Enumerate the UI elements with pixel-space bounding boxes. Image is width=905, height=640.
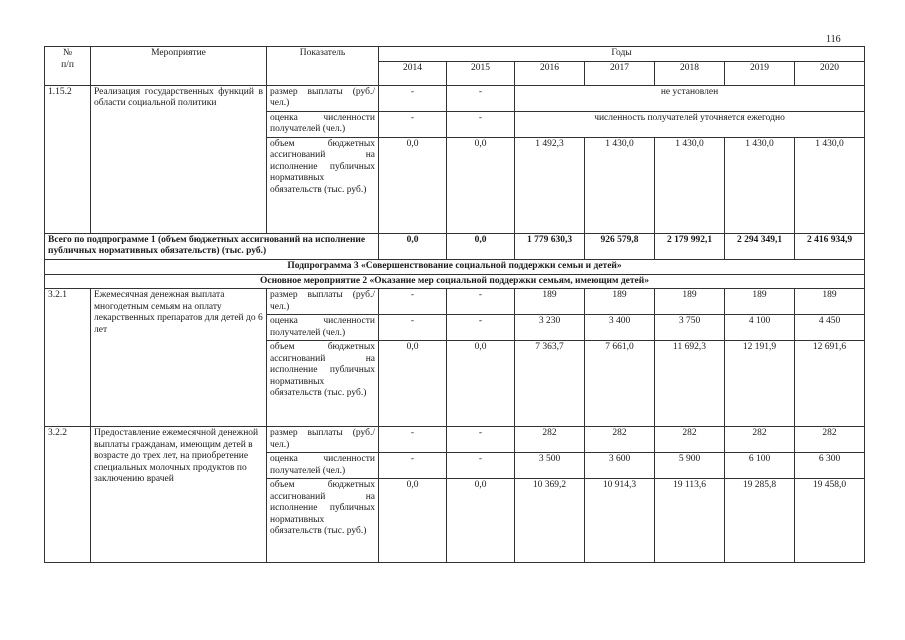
indicator-name: объем бюджетных ассигнований на исполнение публичных нормативных обязательств (тыс. руб.) [267, 479, 379, 563]
value-cell: 11 692,3 [655, 341, 725, 427]
header-year: 2015 [447, 61, 515, 85]
indicator-name: объем бюджетных ассигнований на исполнение публичных нормативных обязательств (тыс. руб.) [267, 137, 379, 233]
value-cell: 1 492,3 [515, 137, 585, 233]
value-cell: - [447, 289, 515, 315]
value-cell: - [447, 453, 515, 479]
value-cell: 1 430,0 [725, 137, 795, 233]
main-event-title: Основное мероприятие 2 «Оказание мер социальной поддержки семьям, имеющим детей» [45, 274, 865, 289]
subprogram-title: Подпрограмма 3 «Совершенствование социальной поддержки семьи и детей» [45, 259, 865, 274]
header-indicator: Показатель [267, 47, 379, 86]
value-cell: 19 458,0 [795, 479, 865, 563]
event-name: Предоставление ежемесячной денежной выплаты гражданам, имеющим детей в возрасте до трех лет, на приобретение специальных молочных продуктов по заключению врачей [91, 427, 267, 563]
indicator-name: оценка численности получателей (чел.) [267, 315, 379, 341]
indicator-name: размер выплаты (руб./ чел.) [267, 85, 379, 111]
total-value: 0,0 [379, 233, 447, 259]
value-cell: 4 100 [725, 315, 795, 341]
total-value: 2 294 349,1 [725, 233, 795, 259]
value-cell: - [379, 111, 447, 137]
value-cell: 3 600 [585, 453, 655, 479]
value-cell: 7 661,0 [585, 341, 655, 427]
header-year: 2014 [379, 61, 447, 85]
value-cell: 189 [725, 289, 795, 315]
value-cell: 0,0 [379, 137, 447, 233]
value-cell: - [447, 85, 515, 111]
total-value: 1 779 630,3 [515, 233, 585, 259]
value-cell: 282 [725, 427, 795, 453]
value-cell: - [379, 427, 447, 453]
value-cell: 19 113,6 [655, 479, 725, 563]
header-event: Мероприятие [91, 47, 267, 86]
value-cell: - [379, 453, 447, 479]
value-cell: 0,0 [379, 341, 447, 427]
value-cell: - [447, 111, 515, 137]
header-year: 2019 [725, 61, 795, 85]
value-cell: 0,0 [379, 479, 447, 563]
header-year: 2016 [515, 61, 585, 85]
value-cell: 5 900 [655, 453, 725, 479]
value-cell: 10 369,2 [515, 479, 585, 563]
value-cell: 1 430,0 [655, 137, 725, 233]
value-cell: 189 [515, 289, 585, 315]
value-cell: - [379, 315, 447, 341]
row-number: 3.2.1 [45, 289, 91, 427]
data-table [44, 46, 865, 563]
value-cell: 282 [795, 427, 865, 453]
value-cell: 3 500 [515, 453, 585, 479]
value-cell: 4 450 [795, 315, 865, 341]
event-name: Реализация государственных функций в области социальной политики [91, 85, 267, 233]
value-cell: 0,0 [447, 137, 515, 233]
total-value: 2 416 934,9 [795, 233, 865, 259]
value-cell: 12 191,9 [725, 341, 795, 427]
indicator-name: оценка численности получателей (чел.) [267, 111, 379, 137]
row-number: 1.15.2 [45, 85, 91, 233]
total-label: Всего по подпрограмме 1 (объем бюджетных ассигнований на исполнение публичных нормативных обязательств) (тыс. руб.) [45, 233, 379, 259]
value-cell: 189 [795, 289, 865, 315]
header-no: № п/п [45, 47, 91, 86]
value-cell: 1 430,0 [585, 137, 655, 233]
value-cell: - [379, 85, 447, 111]
value-cell: - [447, 427, 515, 453]
header-year: 2020 [795, 61, 865, 85]
value-cell: 282 [585, 427, 655, 453]
total-value: 2 179 992,1 [655, 233, 725, 259]
value-cell: 3 400 [585, 315, 655, 341]
total-value: 0,0 [447, 233, 515, 259]
value-cell: 0,0 [447, 479, 515, 563]
value-cell: 6 100 [725, 453, 795, 479]
value-cell: 282 [515, 427, 585, 453]
indicator-name: объем бюджетных ассигнований на исполнение публичных нормативных обязательств (тыс. руб.) [267, 341, 379, 427]
indicator-name: размер выплаты (руб./ чел.) [267, 289, 379, 315]
value-cell: - [379, 289, 447, 315]
value-cell: 0,0 [447, 341, 515, 427]
page-number: 116 [826, 34, 841, 45]
value-cell: 19 285,8 [725, 479, 795, 563]
header-year: 2018 [655, 61, 725, 85]
merged-note: не установлен [515, 85, 865, 111]
value-cell: - [447, 315, 515, 341]
value-cell: 6 300 [795, 453, 865, 479]
header-year: 2017 [585, 61, 655, 85]
value-cell: 3 230 [515, 315, 585, 341]
value-cell: 12 691,6 [795, 341, 865, 427]
value-cell: 189 [655, 289, 725, 315]
merged-note: численность получателей уточняется ежегодно [515, 111, 865, 137]
indicator-name: размер выплаты (руб./ чел.) [267, 427, 379, 453]
total-value: 926 579,8 [585, 233, 655, 259]
value-cell: 282 [655, 427, 725, 453]
value-cell: 1 430,0 [795, 137, 865, 233]
row-number: 3.2.2 [45, 427, 91, 563]
indicator-name: оценка численности получателей (чел.) [267, 453, 379, 479]
event-name: Ежемесячная денежная выплата многодетным семьям на оплату лекарственных препаратов для детей до 6 лет [91, 289, 267, 427]
value-cell: 189 [585, 289, 655, 315]
value-cell: 10 914,3 [585, 479, 655, 563]
value-cell: 7 363,7 [515, 341, 585, 427]
header-years: Годы [379, 47, 865, 62]
value-cell: 3 750 [655, 315, 725, 341]
